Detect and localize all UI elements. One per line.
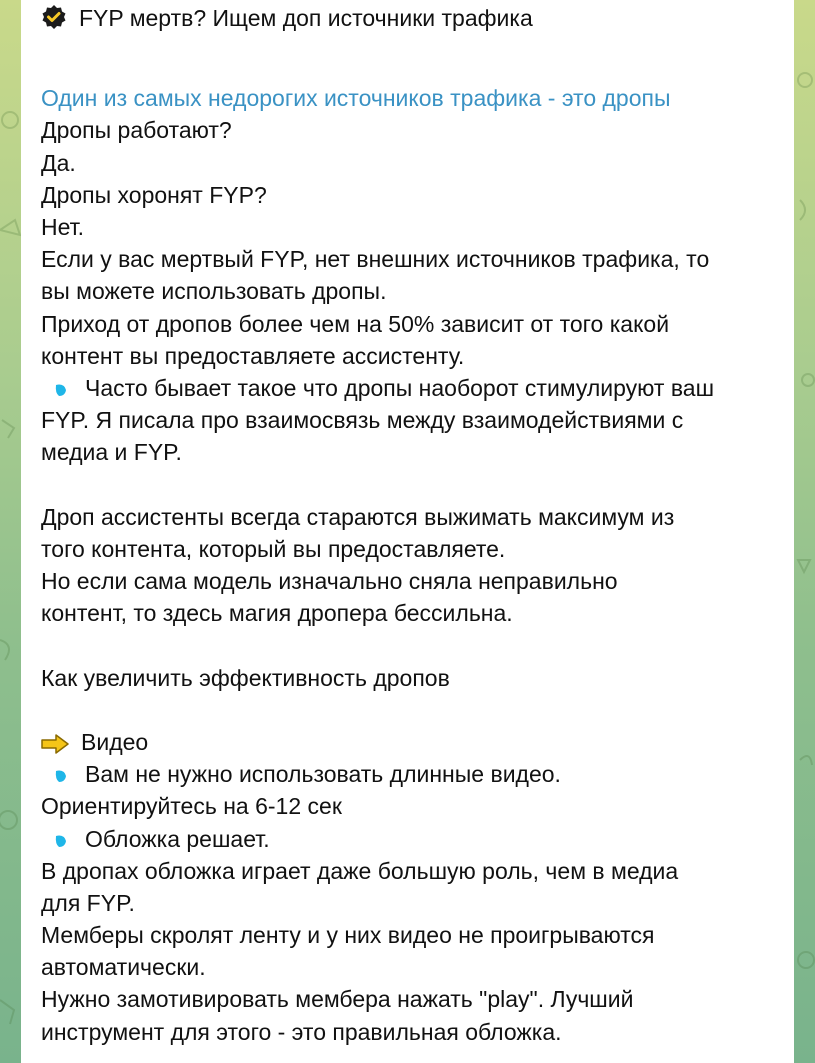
text-line-6: вы можете использовать дропы. bbox=[41, 278, 387, 305]
blue-dot-icon bbox=[53, 383, 67, 397]
text-line-5: Если у вас мертвый FYP, нет внешних источников трафика, то bbox=[41, 246, 710, 273]
bullet-line-2 bbox=[41, 758, 794, 790]
text-line-15: контент, то здесь магия дропера бессильна. bbox=[41, 600, 513, 627]
section-heading: Как увеличить эффективность дропов bbox=[41, 664, 450, 691]
text-line-8: контент вы предоставляете ассистенту. bbox=[41, 342, 465, 369]
bullet-text: Вам не нужно использовать длинные видео. bbox=[85, 761, 561, 788]
arrow-line bbox=[41, 726, 794, 758]
text-line-11: медиа и FYP. bbox=[41, 439, 182, 466]
bullet-text: Обложка решает. bbox=[85, 825, 270, 852]
text-line-24: автоматически. bbox=[41, 954, 206, 981]
text-line-13: того контента, который вы предоставляете. bbox=[41, 535, 506, 562]
text-line-14: Но если сама модель изначально сняла неправильно bbox=[41, 568, 618, 594]
text-line-2: Да. bbox=[41, 149, 76, 176]
text-line-12: Дроп ассистенты всегда стараются выжимать максимум из bbox=[41, 503, 675, 530]
text-line-1: Дропы работают? bbox=[41, 117, 232, 144]
blue-dot-icon bbox=[53, 769, 67, 783]
bullet-text: Часто бывает такое что дропы наоборот стимулируют ваш bbox=[85, 374, 715, 401]
text-line-22: для FYP. bbox=[41, 889, 135, 916]
text-line-7: Приход от дропов более чем на 50% зависит от того какой bbox=[41, 310, 670, 337]
text-line-21: В дропах обложка играет даже большую роль, чем в медиа bbox=[41, 857, 679, 884]
text-line-26: инструмент для этого - это правильная обложка. bbox=[41, 1018, 562, 1045]
message-bubble bbox=[21, 0, 794, 1063]
text-line-4: Нет. bbox=[41, 213, 85, 240]
highlight-link[interactable]: Один из самых недорогих источников трафика - это дропы bbox=[41, 85, 671, 112]
bullet-line-1 bbox=[41, 372, 794, 404]
post-title-line bbox=[41, 2, 794, 34]
text-line-19: Ориентируйтесь на 6-12 сек bbox=[41, 793, 342, 820]
text-line-3: Дропы хоронят FYP? bbox=[41, 181, 267, 208]
check-badge-icon bbox=[41, 4, 67, 30]
text-line-25: Нужно замотивировать мембера нажать "play". Лучший bbox=[41, 986, 634, 1013]
text-line-23: Мемберы скролят ленту и у них видео не проигрываются bbox=[41, 922, 655, 949]
blue-dot-icon bbox=[53, 834, 67, 848]
post-title: FYP мертв? Ищем доп источники трафика bbox=[79, 5, 533, 31]
text-line-10: FYP. Я писала про взаимосвязь между взаимодействиями с bbox=[41, 407, 684, 434]
video-label: Видео bbox=[81, 728, 149, 755]
right-arrow-icon bbox=[41, 734, 69, 754]
bullet-line-3 bbox=[41, 823, 794, 855]
